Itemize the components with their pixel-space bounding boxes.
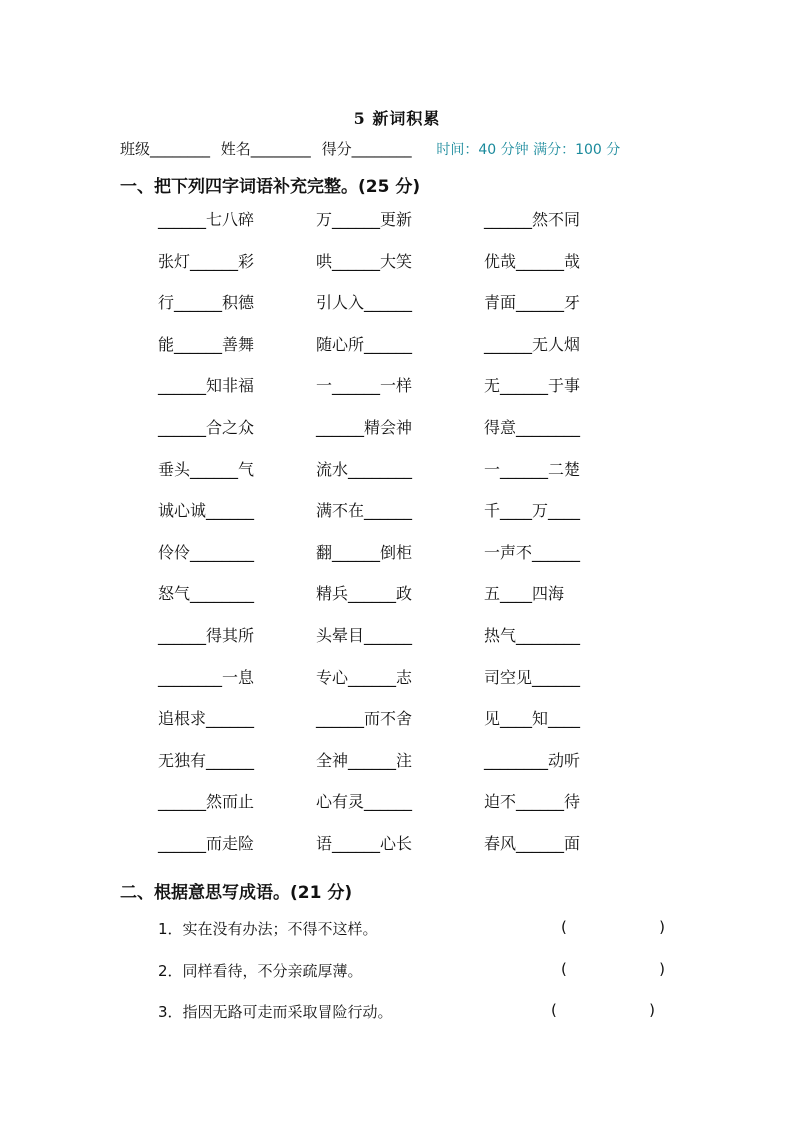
section-1-heading-text: 一、把下列四字词语补充完整。(25 分) (120, 177, 421, 197)
page-title: 5 新词积累 (353, 109, 441, 128)
meaning-list (158, 918, 678, 1043)
idiom-blank[interactable]: 怒气________ (158, 584, 255, 604)
idiom-row (158, 252, 628, 294)
meaning-text: 2．同样看待，不分亲疏厚薄。 (158, 961, 363, 980)
idiom-blank[interactable]: ______得其所 (158, 625, 255, 645)
idiom-row (158, 460, 628, 502)
idiom-row (158, 792, 628, 834)
idiom-blank[interactable]: ________动听 (484, 750, 581, 770)
idiom-blank[interactable]: ______无人烟 (484, 334, 581, 354)
idiom-blank[interactable]: 五____四海 (484, 584, 565, 604)
idiom-blank[interactable]: 无独有______ (158, 750, 255, 770)
idiom-blank[interactable]: ______合之众 (158, 417, 255, 437)
idiom-blank[interactable]: 张灯______彩 (158, 251, 255, 271)
idiom-blank[interactable]: 热气________ (484, 625, 581, 645)
class-field[interactable]: 班级________ (120, 140, 211, 158)
idiom-blank[interactable]: 万______更新 (316, 210, 413, 229)
name-field[interactable]: 姓名________ (220, 140, 311, 158)
idiom-row (158, 584, 628, 626)
idiom-row (158, 376, 628, 418)
idiom-blank[interactable]: 青面______牙 (484, 293, 581, 313)
idiom-blank[interactable]: 诚心诚______ (158, 501, 255, 521)
section-2-heading (120, 878, 352, 903)
meaning-text: 1．实在没有办法；不得不这样。 (158, 920, 378, 938)
idiom-blank[interactable]: 见____知____ (484, 709, 581, 729)
idiom-blank[interactable]: ________一息 (158, 667, 255, 687)
idiom-row (158, 668, 628, 710)
answer-blank[interactable] (551, 1001, 655, 1019)
close-paren: ) (659, 959, 665, 978)
idiom-blank[interactable]: ______而不舍 (316, 709, 413, 729)
idiom-blank[interactable]: 精兵______政 (316, 584, 413, 604)
idiom-blank[interactable]: 司空见______ (484, 667, 581, 687)
idiom-blank[interactable]: 哄______大笑 (316, 251, 413, 271)
idiom-blank[interactable]: 流水________ (316, 459, 413, 479)
idiom-blank[interactable]: 千____万____ (484, 501, 581, 521)
idiom-blank[interactable]: 得意________ (484, 417, 581, 437)
idiom-row (158, 335, 628, 377)
idiom-blank[interactable]: 春风______面 (484, 833, 581, 853)
idiom-blank[interactable]: 一______二楚 (484, 459, 581, 479)
idiom-row (158, 751, 628, 793)
idiom-blank[interactable]: 垂头______气 (158, 459, 255, 479)
idiom-row (158, 210, 628, 252)
idiom-blank[interactable]: 优哉______哉 (484, 251, 581, 271)
meaning-item (158, 960, 678, 1002)
idiom-blank[interactable]: 头晕目______ (316, 625, 413, 645)
meaning-text: 3．指因无路可走而采取冒险行动。 (158, 1003, 393, 1021)
idiom-blank[interactable]: ______精会神 (316, 417, 413, 437)
idiom-blank[interactable]: 专心______志 (316, 667, 413, 687)
open-paren: ( (561, 918, 567, 936)
idiom-row (158, 626, 628, 668)
idiom-row (158, 501, 628, 543)
idiom-grid (158, 210, 628, 876)
idiom-row (158, 834, 628, 876)
close-paren: ) (659, 918, 665, 936)
idiom-blank[interactable]: 能______善舞 (158, 334, 255, 354)
idiom-blank[interactable]: 无______于事 (484, 376, 581, 396)
idiom-row (158, 709, 628, 751)
idiom-row (158, 543, 628, 585)
score-field[interactable]: 得分________ (321, 140, 412, 158)
open-paren: ( (551, 1001, 557, 1019)
section-1-heading (120, 172, 420, 197)
meaning-item (158, 1001, 678, 1043)
idiom-blank[interactable]: 心有灵______ (316, 792, 413, 812)
idiom-blank[interactable]: 全神______注 (316, 750, 413, 770)
idiom-blank[interactable]: 满不在______ (316, 501, 413, 521)
time-score-info: 时间：40 分钟 满分：100 分 (436, 142, 621, 158)
idiom-blank[interactable]: 伶伶________ (158, 542, 255, 562)
idiom-blank[interactable]: 追根求______ (158, 709, 255, 729)
idiom-row (158, 418, 628, 460)
idiom-blank[interactable]: ______而走险 (158, 833, 255, 853)
idiom-blank[interactable]: 一声不______ (484, 542, 581, 562)
idiom-blank[interactable]: 翻______倒柜 (316, 542, 413, 562)
idiom-row (158, 293, 628, 335)
section-2-heading-text: 二、根据意思写成语。(21 分) (120, 883, 353, 903)
idiom-blank[interactable]: ______然而止 (158, 792, 255, 812)
idiom-blank[interactable]: 行______积德 (158, 293, 255, 313)
meaning-item (158, 918, 678, 960)
idiom-blank[interactable]: ______七八碎 (158, 210, 255, 229)
idiom-blank[interactable]: 一______一样 (316, 376, 413, 396)
idiom-blank[interactable]: 迫不______待 (484, 792, 581, 812)
idiom-blank[interactable]: ______知非福 (158, 376, 255, 396)
idiom-blank[interactable]: 语______心长 (316, 833, 413, 853)
close-paren: ) (649, 1001, 655, 1019)
student-info-row (120, 138, 680, 159)
answer-blank[interactable] (561, 960, 665, 978)
idiom-blank[interactable]: 引人入______ (316, 293, 413, 313)
open-paren: ( (561, 959, 567, 978)
idiom-blank[interactable]: 随心所______ (316, 334, 413, 354)
answer-blank[interactable] (561, 918, 665, 936)
idiom-blank[interactable]: ______然不同 (484, 210, 581, 229)
